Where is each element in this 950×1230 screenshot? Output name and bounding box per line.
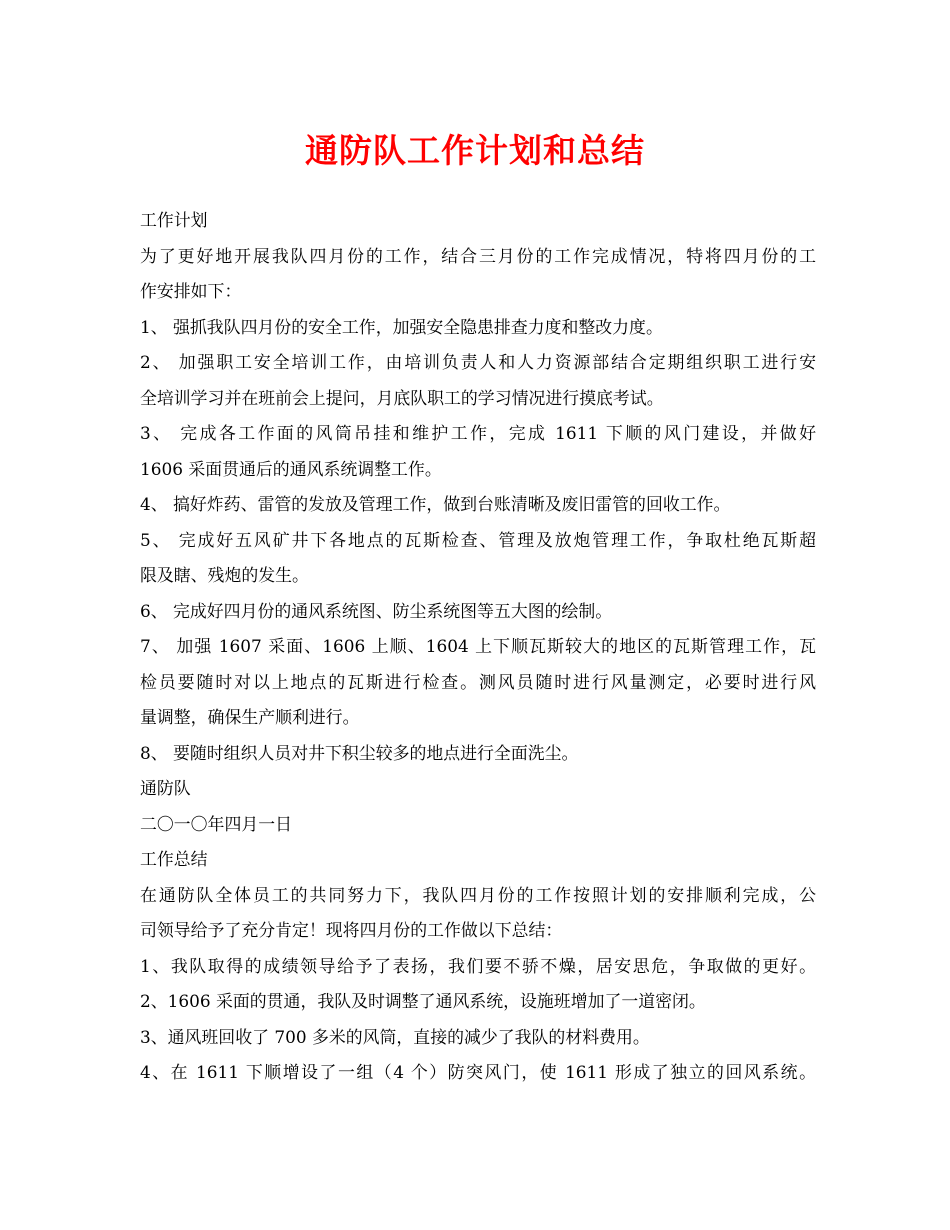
text-line: 1、我队取得的成绩领导给予了表扬，我们要不骄不燥，居安思危，争取做的更好。 — [140, 955, 816, 976]
document-title: 通防队工作计划和总结 — [305, 131, 645, 170]
document-body — [140, 203, 816, 1091]
text-line: 1606 采面贯通后的通风系统调整工作。 — [140, 458, 442, 479]
text-line: 2、1606 采面的贯通，我队及时调整了通风系统，设施班增加了一道密闭。 — [140, 991, 706, 1011]
text-line: 3、通风班回收了 700 多米的风筒，直接的减少了我队的材料费用。 — [140, 1026, 650, 1047]
text-line: 5、 完成好五风矿井下各地点的瓦斯检查、管理及放炮管理工作，争取杜绝瓦斯超 — [140, 529, 816, 550]
text-line: 通防队 — [140, 778, 191, 798]
text-line: 司领导给予了充分肯定！现将四月份的工作做以下总结： — [140, 920, 563, 940]
text-line: 7、 加强 1607 采面、1606 上顺、1604 上下顺瓦斯较大的地区的瓦斯管理工作，瓦 — [140, 636, 816, 656]
text-line: 1、 强抓我队四月份的安全工作，加强安全隐患排查力度和整改力度。 — [140, 316, 663, 337]
text-line: 工作计划 — [140, 210, 208, 230]
text-line: 二〇一〇年四月一日 — [140, 813, 293, 834]
text-line: 全培训学习并在班前会上提问，月底队职工的学习情况进行摸底考试。 — [140, 387, 664, 408]
text-line: 8、 要随时组织人员对井下积尘较多的地点进行全面洗尘。 — [140, 742, 579, 763]
text-line: 作安排如下： — [140, 281, 242, 301]
text-line: 3、 完成各工作面的风筒吊挂和维护工作，完成 1611 下顺的风门建设，并做好 — [140, 423, 816, 443]
text-line: 4、 搞好炸药、雷管的发放及管理工作，做到台账清晰及废旧雷管的回收工作。 — [140, 494, 731, 514]
text-line: 2、 加强职工安全培训工作，由培训负责人和人力资源部结合定期组织职工进行安 — [140, 352, 816, 372]
text-line: 为了更好地开展我队四月份的工作，结合三月份的工作完成情况，特将四月份的工 — [140, 245, 816, 266]
text-line: 在通防队全体员工的共同努力下，我队四月份的工作按照计划的安排顺利完成，公 — [140, 884, 816, 905]
text-line: 量调整，确保生产顺利进行。 — [140, 707, 360, 727]
text-line: 4、在 1611 下顺增设了一组（4 个）防突风门，使 1611 形成了独立的回风系统。 — [140, 1062, 816, 1082]
text-line: 工作总结 — [140, 849, 208, 869]
text-line: 限及瞎、残炮的发生。 — [140, 565, 309, 585]
text-line: 6、 完成好四月份的通风系统图、防尘系统图等五大图的绘制。 — [140, 600, 613, 621]
text-line: 检员要随时对以上地点的瓦斯进行检查。测风员随时进行风量测定，必要时进行风 — [140, 671, 816, 692]
